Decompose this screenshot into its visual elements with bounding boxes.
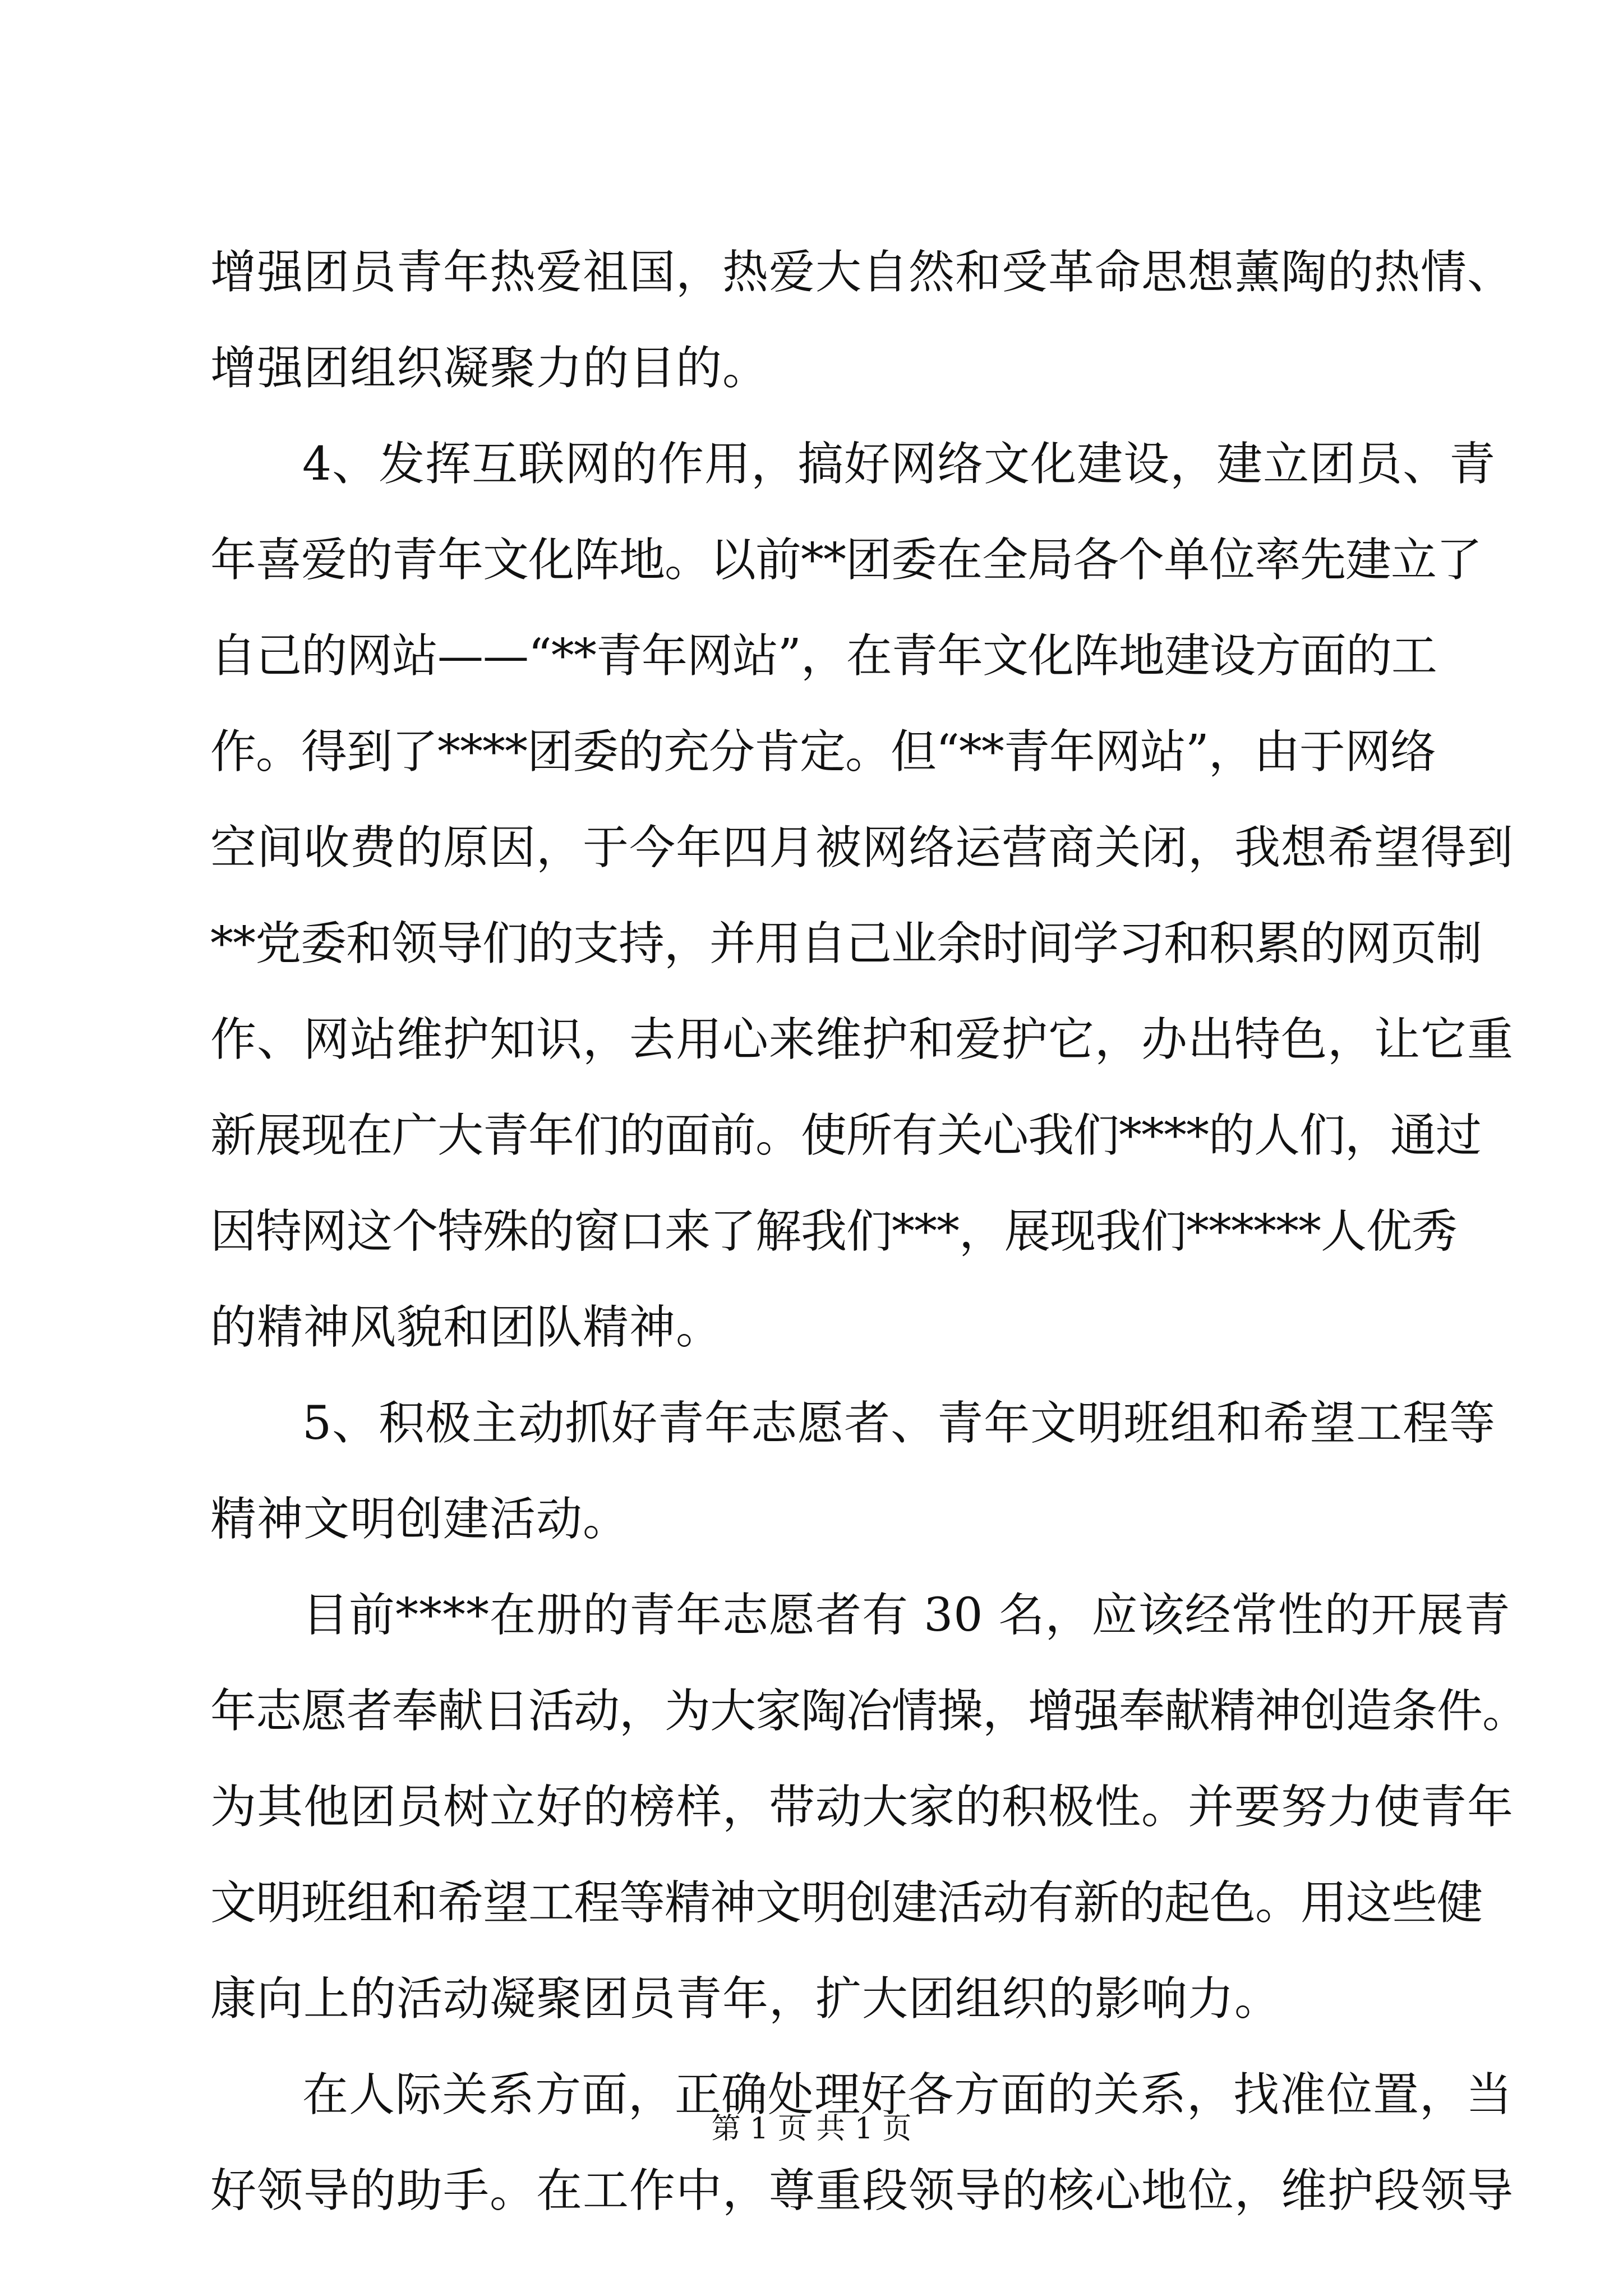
page-footer: 第 1 页 共 1 页 bbox=[711, 2112, 912, 2146]
text-line: 年喜爱的青年文化阵地。以前**团委在全局各个单位率先建立了 bbox=[210, 533, 1482, 587]
document-body bbox=[210, 224, 1528, 2239]
text-line: 增强团员青年热爱祖国，热爱大自然和受革命思想薰陶的热情、 bbox=[210, 246, 1514, 299]
text-line: 自己的网站——“**青年网站”，在青年文化阵地建设方面的工 bbox=[210, 629, 1437, 683]
text-line: **党委和领导们的支持，并用自己业余时间学习和积累的网页制 bbox=[210, 917, 1482, 970]
text-line: 空间收费的原因，于今年四月被网络运营商关闭，我想希望得到 bbox=[210, 821, 1514, 875]
text-line: 年志愿者奉献日活动，为大家陶冶情操，增强奉献精神创造条件。 bbox=[210, 1685, 1528, 1738]
paragraph-start-line: 4、发挥互联网的作用，搞好网络文化建设，建立团员、青 bbox=[302, 438, 1496, 491]
text-line: 为其他团员树立好的榜样，带动大家的积极性。并要努力使青年 bbox=[210, 1780, 1514, 1834]
text-line: 精神文明创建活动。 bbox=[210, 1493, 630, 1546]
text-line: 文明班组和希望工程等精神文明创建活动有新的起色。用这些健 bbox=[210, 1876, 1483, 1930]
text-line: 好领导的助手。在工作中，尊重段领导的核心地位，维护段领导 bbox=[210, 2164, 1514, 2217]
text-line: 因特网这个特殊的窗口来了解我们***，展现我们******人优秀 bbox=[210, 1205, 1458, 1258]
paragraph-start-line: 5、积极主动抓好青年志愿者、青年文明班组和希望工程等 bbox=[302, 1397, 1496, 1450]
text-line: 的精神风貌和团队精神。 bbox=[210, 1301, 723, 1354]
text-line: 作、网站维护知识，去用心来维护和爱护它，办出特色，让它重 bbox=[210, 1013, 1514, 1066]
text-line: 康向上的活动凝聚团员青年，扩大团组织的影响力。 bbox=[210, 1972, 1281, 2026]
text-line: 新展现在广大青年们的面前。使所有关心我们****的人们，通过 bbox=[210, 1109, 1482, 1162]
text-line: 增强团组织凝聚力的目的。 bbox=[210, 342, 769, 395]
paragraph-start-line: 在人际关系方面，正确处理好各方面的关系，找准位置，当 bbox=[302, 2068, 1513, 2122]
text-line: 作。得到了****团委的充分肯定。但“**青年网站”，由于网络 bbox=[210, 725, 1436, 779]
paragraph-start-line: 目前****在册的青年志愿者有 30 名，应该经常性的开展青 bbox=[302, 1589, 1511, 1642]
